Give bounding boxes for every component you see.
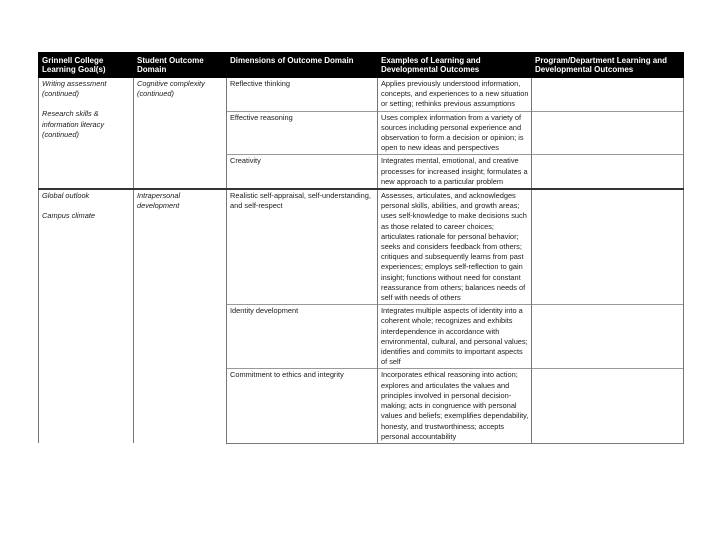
example-effective-reasoning: Uses complex information from a variety of sources including personal experience and observation to form a decision or opinion; is open to new ideas and perspectives xyxy=(378,111,532,155)
dimension-self-appraisal: Realistic self-appraisal, self-understanding, and self-respect xyxy=(227,189,378,305)
program-outcome-cell xyxy=(532,111,684,155)
example-creativity: Integrates mental, emotional, and creative processes for increased insight; formulates a new approach to a particular problem xyxy=(378,155,532,189)
goal-writing-assessment: Writing assessment (continued) xyxy=(42,79,107,99)
dimension-identity-development: Identity development xyxy=(227,305,378,369)
dimension-effective-reasoning: Effective reasoning xyxy=(227,111,378,155)
program-outcome-cell xyxy=(532,305,684,369)
header-dimensions: Dimensions of Outcome Domain xyxy=(227,53,378,78)
domain-cognitive-complexity: Cognitive complexity (continued) xyxy=(134,78,227,190)
table-row xyxy=(39,78,684,112)
example-ethics-integrity: Incorporates ethical reasoning into action; explores and articulates the values and principles involved in personal decision-making; acts in congruence with personal values and beliefs; exemplifies dependability, honesty, and trustworthiness; accepts personal accountability xyxy=(378,369,532,443)
example-self-appraisal: Assesses, articulates, and acknowledges personal skills, abilities, and growth areas; uses self-knowledge to make decisions such as those related to career choices; articulates rationale for personal behavior; seeks and considers feedback from others; critiques and subsequently learns from past experiences; employs self-reflection to gain insight; functions without need for constant reassurance from others; balances needs of self with needs of others xyxy=(378,189,532,305)
program-outcome-cell xyxy=(532,155,684,189)
dimension-ethics-integrity: Commitment to ethics and integrity xyxy=(227,369,378,443)
table-header-row xyxy=(39,53,684,78)
header-learning-goals: Grinnell College Learning Goal(s) xyxy=(39,53,134,78)
goal-campus-climate: Campus climate xyxy=(42,211,95,221)
header-examples: Examples of Learning and Developmental Outcomes xyxy=(378,53,532,78)
program-outcome-cell xyxy=(532,369,684,443)
outcomes-table-page xyxy=(38,52,683,492)
dimension-creativity: Creativity xyxy=(227,155,378,189)
domain-intrapersonal-development: Intrapersonal development xyxy=(134,189,227,443)
goal-global-outlook: Global outlook xyxy=(42,191,90,201)
example-reflective-thinking: Applies previously understood information, concepts, and experiences to a new situation or setting; rethinks previous assumptions xyxy=(378,78,532,112)
table-row xyxy=(39,189,684,305)
dimension-reflective-thinking: Reflective thinking xyxy=(227,78,378,112)
header-program-outcomes: Program/Department Learning and Developmental Outcomes xyxy=(532,53,684,78)
program-outcome-cell xyxy=(532,189,684,305)
example-identity-development: Integrates multiple aspects of identity into a coherent whole; recognizes and exhibits interdependence in accordance with environmental, cultural, and personal values; identifies and commits to important aspects of self xyxy=(378,305,532,369)
learning-outcomes-table xyxy=(38,52,684,444)
header-outcome-domain: Student Outcome Domain xyxy=(134,53,227,78)
goal-research-skills: Research skills & information literacy (continued) xyxy=(42,109,105,139)
goal-cell-group1 xyxy=(39,78,134,190)
program-outcome-cell xyxy=(532,78,684,112)
goal-cell-group2 xyxy=(39,189,134,443)
